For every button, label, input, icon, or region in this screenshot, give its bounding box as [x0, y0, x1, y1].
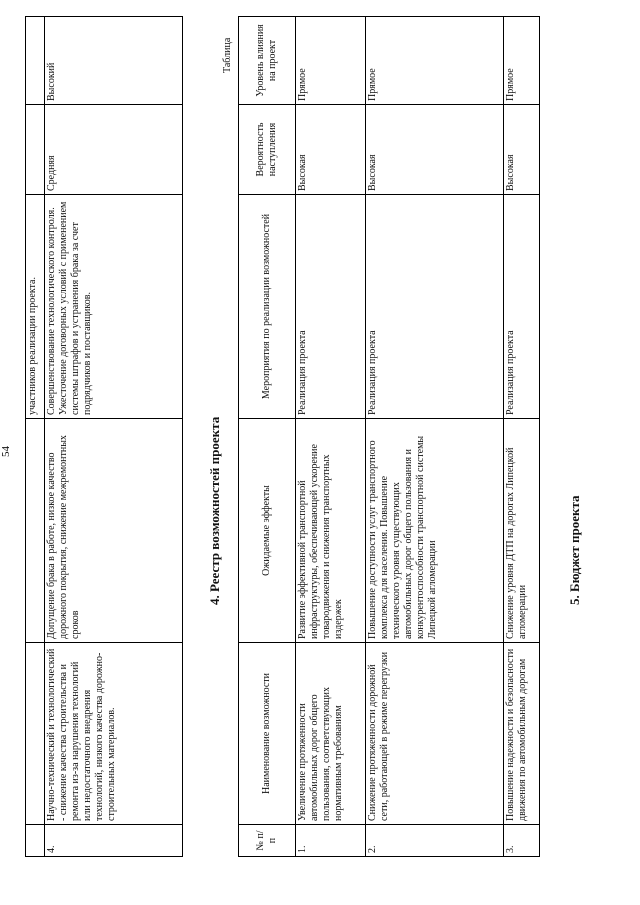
risk-impact: Высокий — [45, 17, 183, 105]
section-4-heading: 4. Реестр возможностей проекта — [207, 416, 222, 605]
table-row — [366, 17, 504, 857]
risk-consequences: Допущение брака в работе, низкое качество дорожного покрытия, снижение межремонтных сроков — [45, 419, 183, 643]
expected-effects: Развитие эффективной транспортной инфраструктуры, обеспечивающей ускорение товародвижения и снижения транспортных издержек — [296, 419, 366, 643]
page-number: 54 — [0, 446, 12, 457]
probability: Высокая — [504, 105, 540, 195]
table-label: Таблица — [222, 37, 233, 73]
table-row — [45, 17, 183, 857]
header-probability: Вероятность наступления — [239, 105, 296, 195]
measures: Реализация проекта — [366, 195, 504, 419]
measures: Реализация проекта — [296, 195, 366, 419]
carry-over-text: участников реализации проекта. — [26, 195, 45, 419]
impact: Прямое — [504, 17, 540, 105]
expected-effects: Снижение уровня ДТП на дорогах Липецкой агломерации — [504, 419, 540, 643]
table-header-row — [239, 17, 296, 857]
probability: Высокая — [366, 105, 504, 195]
header-num: № п/п — [239, 825, 296, 857]
opportunity-name: Снижение протяженности дорожной сети, работающей в режиме перегрузки — [366, 643, 504, 825]
opportunity-name: Повышение надежности и безопасности движения по автомобильным дорогам — [504, 643, 540, 825]
header-measures: Мероприятия по реализации возможностей — [239, 195, 296, 419]
header-name: Наименование возможности — [239, 643, 296, 825]
opportunity-name: Увеличение протяженности автомобильных дорог общего пользования, соответствующих нормативным требованиям — [296, 643, 366, 825]
row-number: 2. — [366, 825, 504, 857]
risk-name: Научно-технический и технологический - снижение качества строительства и ремонта из-за нарушения технологий или недостаточного внедрения технологий, низкого качества дорожно-строительных материалов. — [45, 643, 183, 825]
table-row — [296, 17, 366, 857]
header-effects: Ожидаемые эффекты — [239, 419, 296, 643]
risk-probability: Средняя — [45, 105, 183, 195]
probability: Высокая — [296, 105, 366, 195]
table-row — [26, 17, 45, 857]
expected-effects: Повышение доступности услуг транспортного комплекса для населения. Повышение технического уровня существующих автомобильных дорог общего пользования и конкурентоспособности транспортной системы Липецкой агломерации — [366, 419, 504, 643]
row-number: 3. — [504, 825, 540, 857]
row-number: 4. — [45, 825, 183, 857]
impact: Прямое — [366, 17, 504, 105]
opportunities-table — [238, 16, 540, 857]
risks-table-continuation — [25, 16, 183, 857]
measures: Реализация проекта — [504, 195, 540, 419]
impact: Прямое — [296, 17, 366, 105]
header-impact: Уровень влияния на проект — [239, 17, 296, 105]
risk-measures: Совершенствование технологического контроля. Ужесточение договорных условий с применением системы штрафов и устранения брака за счет подрядчиков и поставщиков. — [45, 195, 183, 419]
row-number: 1. — [296, 825, 366, 857]
section-5-heading: 5. Бюджет проекта — [567, 495, 582, 605]
table-row — [504, 17, 540, 857]
